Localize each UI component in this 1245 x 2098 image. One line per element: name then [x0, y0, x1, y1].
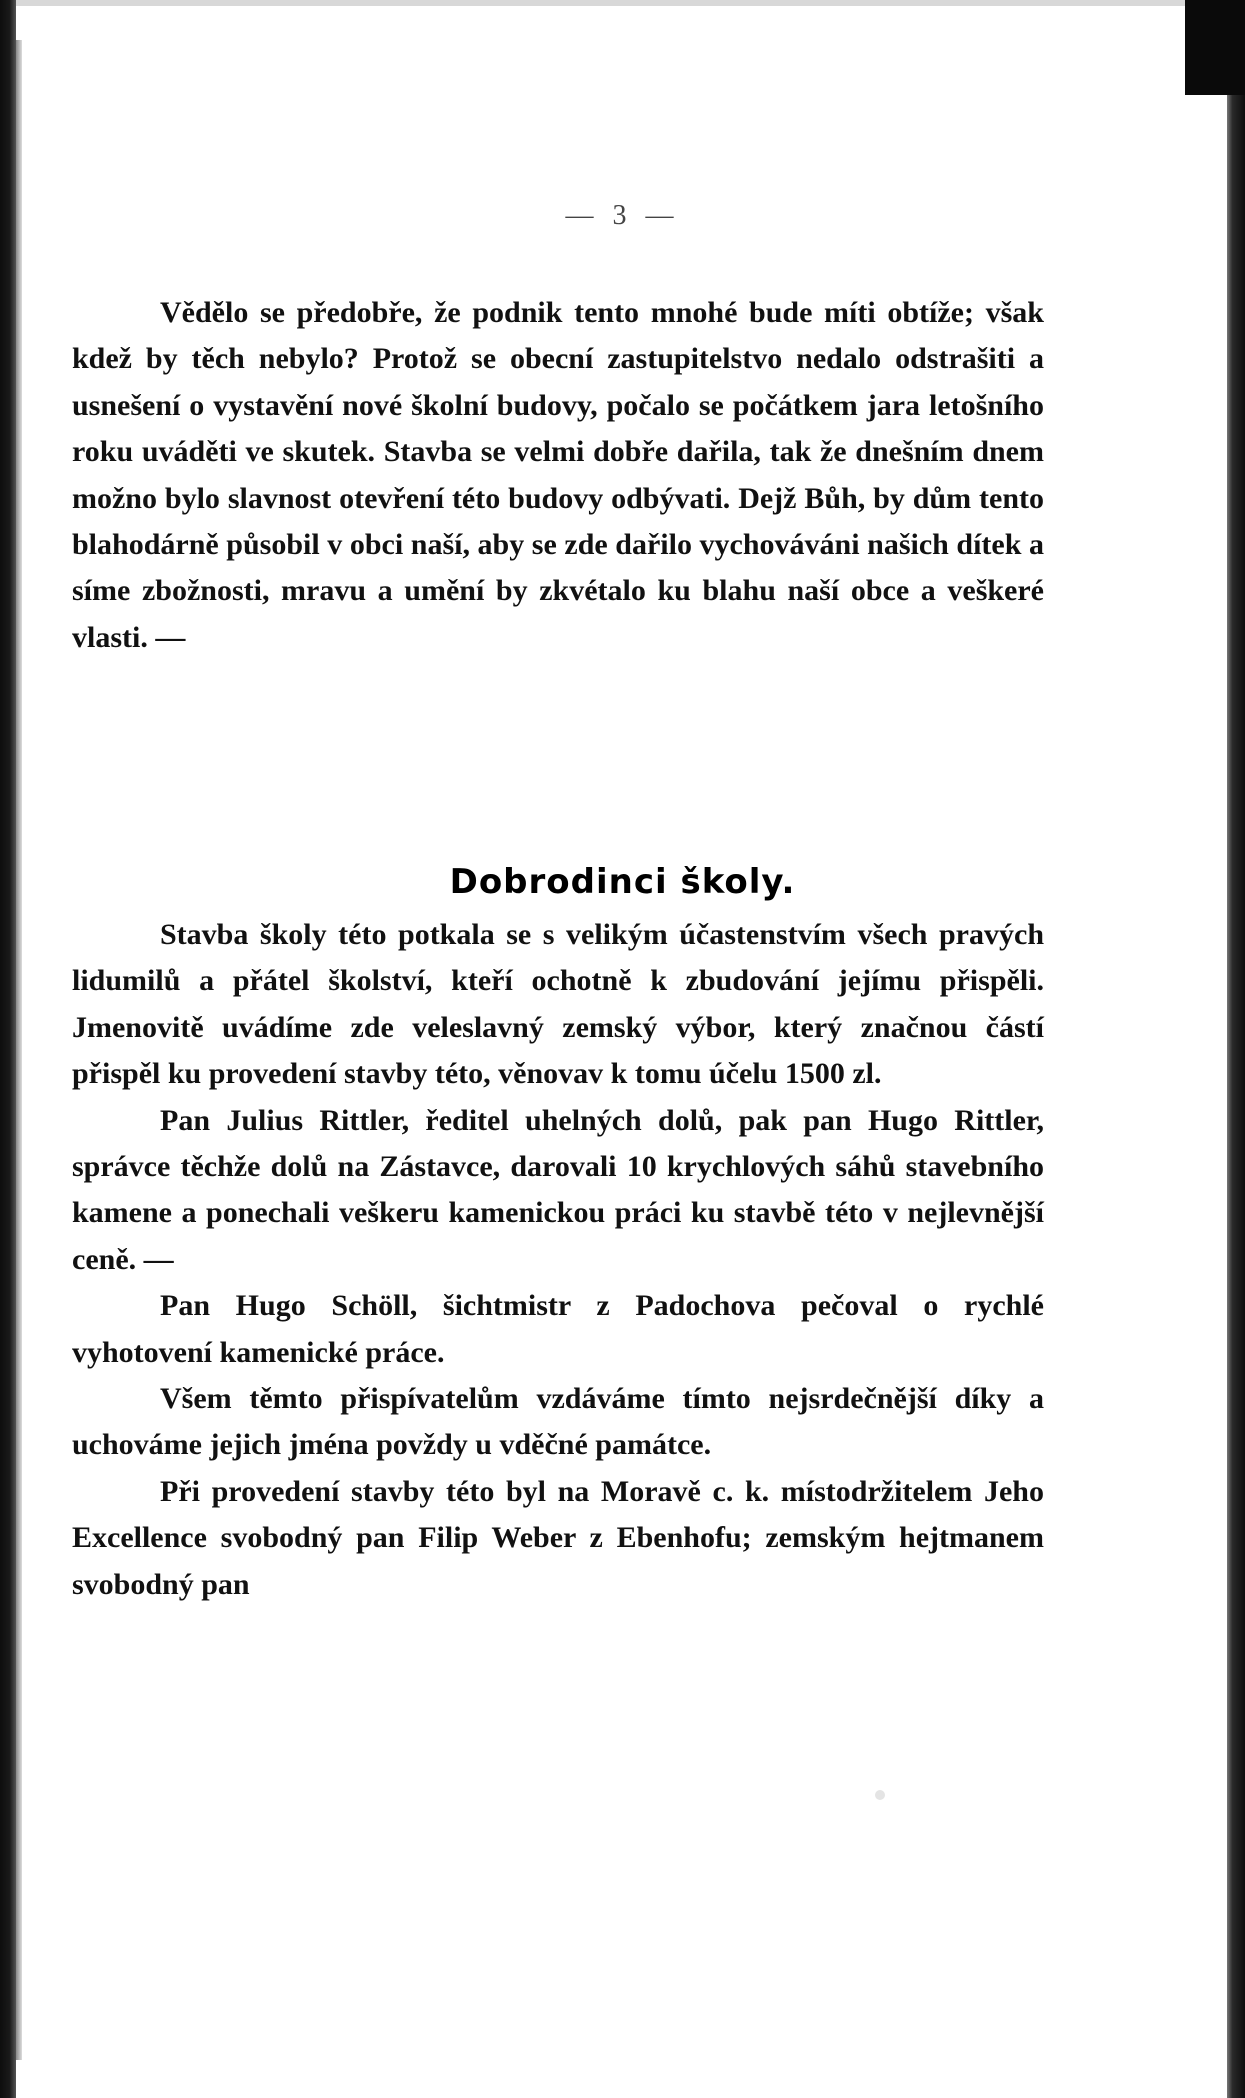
- paper-blemish: [875, 1790, 885, 1800]
- scan-edge-left-shadow: [16, 40, 22, 2060]
- scan-edge-left: [0, 0, 16, 2098]
- section-paragraph-3: Pan Hugo Schöll, šichtmistr z Padochova pečoval o rychlé vyhotovení kamenické práce.: [72, 1289, 1044, 1369]
- page-number: — 3 —: [565, 200, 680, 231]
- intro-paragraph: Vědělo se předobře, že podnik tento mnohé bude míti obtíže; však kdež by těch nebylo? Protož se obecní zastupitelstvo nedalo odstrašiti a usnešení o vystavění nové školní budovy, počalo se počátkem jara letošního roku uváděti ve skutek. Stavba se velmi dobře dařila, tak že dnešním dnem možno bylo slavnost otevření této budovy odbývati. Dejž Bůh, by dům tento blahodárně působil v obci naší, aby se zde dařilo vychováváni našich dítek a síme zbožnosti, mravu a umění by zkvétalo ku blahu naší obce a veškeré vlasti. —: [72, 296, 1044, 654]
- section-paragraph-5: Při provedení stavby této byl na Moravě c. k. místodržitelem Jeho Excellence svobodný pan Filip Weber z Ebenhofu; zemským hejtmanem svobodný pan: [72, 1474, 1044, 1601]
- scan-edge-corner: [1185, 0, 1245, 95]
- section-paragraph-2: Pan Julius Rittler, ředitel uhelných dolů, pak pan Hugo Rittler, správce těchže dolů na Zástavce, darovali 10 krychlových sáhů stavebního kamene a ponechali veškeru kamenickou práci ku stavbě této v nejlevnější ceně. —: [72, 1103, 1044, 1276]
- section-text: [72, 912, 1044, 1608]
- section-paragraph-1: Stavba školy této potkala se s velikým účastenstvím všech pravých lidumilů a přátel školství, kteří ochotně k zbudování jejímu přispěli. Jmenovitě uvádíme zde veleslavný zemský výbor, který značnou částí přispěl ku provedení stavby této, věnovav k tomu účelu 1500 zl.: [72, 918, 1044, 1091]
- scan-edge-top: [16, 0, 1185, 6]
- section-paragraph-4: Všem těmto přispívatelům vzdáváme tímto nejsrdečnější díky a uchováme jejich jména povždy u vděčné památce.: [72, 1382, 1044, 1462]
- intro-text: [72, 290, 1044, 661]
- section-heading: Dobrodinci školy.: [449, 862, 796, 902]
- scan-edge-right: [1227, 95, 1245, 2098]
